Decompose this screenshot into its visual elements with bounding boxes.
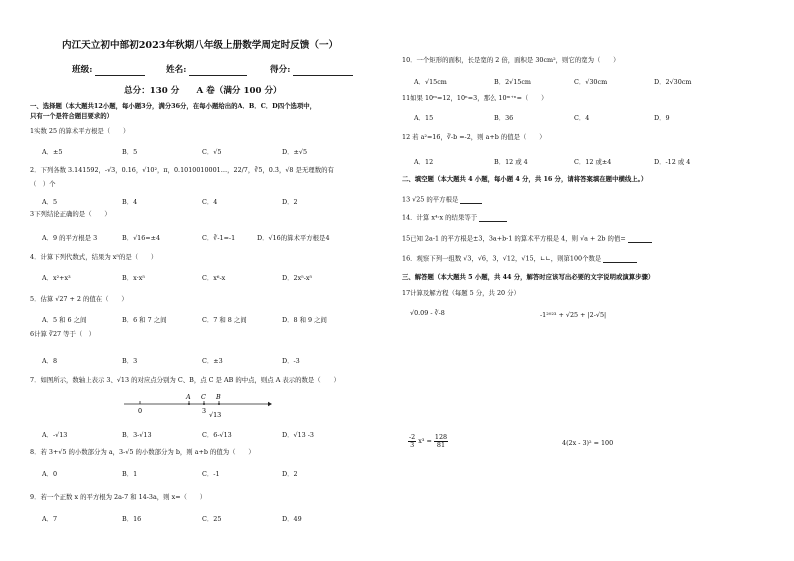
q17-equation-4: 4(2x - 3)² = 100 xyxy=(562,439,614,447)
q11-option-d[interactable]: D．9 xyxy=(654,114,670,122)
q7-option-a[interactable]: A．-√13 xyxy=(42,431,68,439)
section1-heading-line1: 一、选择题（本大题共12小题，每小题3分，满分36分，在每小题给出的A．B．C．D四个选项中， xyxy=(30,102,317,110)
q13-item xyxy=(402,194,482,204)
q12-stem: 12 若 a²=16，∛-b =-2，则 a+b 的值是（ ） xyxy=(402,133,546,141)
q3-option-b[interactable]: B．√16=±4 xyxy=(122,234,161,242)
q12-option-d[interactable]: D．-12 或 4 xyxy=(654,158,691,166)
q15-item xyxy=(402,233,652,243)
q2-stem-line1: 2．下列各数 3.141592，-√3，0.16，√10²，π，0.1010010001…，22/7，∛5，0.3̇，√8 是无理数的有 xyxy=(30,166,334,174)
q14-item xyxy=(402,212,507,222)
q15-stem: 15已知 2a-1 的平方根是±3，3a+b-1 的算术平方根是 4，则 √a + 2b 的值= xyxy=(402,234,626,243)
q16-item xyxy=(402,253,637,263)
q7-option-c[interactable]: C．6-√13 xyxy=(202,431,232,439)
total-score: 总分：130 分 A 卷（满分 100 分） xyxy=(124,86,282,96)
q13-stem: 13 √25 的平方根是 xyxy=(402,195,459,204)
q4-stem: 4．计算下列代数式，结果为 x⁵的是（ ） xyxy=(30,253,158,261)
equation-3-middle: x³ = xyxy=(418,437,432,446)
q10-option-c[interactable]: C．√30cm xyxy=(574,78,608,86)
q5-option-c[interactable]: C．7 和 8 之间 xyxy=(202,316,247,324)
section1-heading-line2: 只有一个是符合题目要求的） xyxy=(30,112,114,120)
q11-option-c[interactable]: C．4 xyxy=(574,114,590,122)
q11-option-b[interactable]: B．36 xyxy=(494,114,514,122)
class-input[interactable] xyxy=(95,66,145,76)
q6-stem: 6计算 ∛27 等于（ ） xyxy=(30,330,96,338)
q8-option-d[interactable]: D．2 xyxy=(282,470,298,478)
q14-answer-blank[interactable] xyxy=(479,212,507,222)
q9-option-d[interactable]: D．49 xyxy=(282,515,302,523)
q4-option-a[interactable]: A．x²+x³ xyxy=(42,274,71,282)
frac-right xyxy=(434,434,448,450)
q8-stem: 8．若 3+√5 的小数部分为 a，3-√5 的小数部分为 b，则 a+b 的值为（ ） xyxy=(30,448,255,456)
q1-option-b[interactable]: B．5 xyxy=(122,148,138,156)
class-label: 班级: xyxy=(72,65,93,76)
q12-option-a[interactable]: A．12 xyxy=(414,158,434,166)
q9-option-c[interactable]: C．25 xyxy=(202,515,222,523)
q17-equation-3 xyxy=(408,434,448,450)
q5-option-b[interactable]: B．6 和 7 之间 xyxy=(122,316,167,324)
name-input[interactable] xyxy=(189,66,247,76)
q13-answer-blank[interactable] xyxy=(460,194,482,204)
q16-answer-blank[interactable] xyxy=(603,253,637,263)
q2-option-c[interactable]: C．4 xyxy=(202,198,218,206)
q6-option-c[interactable]: C．±3 xyxy=(202,357,223,365)
tick-0-label: 0 xyxy=(138,407,143,415)
q5-option-d[interactable]: D．8 和 9 之间 xyxy=(282,316,327,324)
q10-option-d[interactable]: D．2√30cm xyxy=(654,78,692,86)
q9-option-a[interactable]: A．7 xyxy=(42,515,58,523)
q9-stem: 9．若一个正数 x 的平方根为 2a-7 和 14-3a，则 x=（ ） xyxy=(30,493,207,501)
q1-option-c[interactable]: C．√5 xyxy=(202,148,222,156)
q3-option-c[interactable]: C．∛-1=-1 xyxy=(202,234,236,242)
q16-stem: 16．观察下列一组数 √3，√6，3，√12，√15，∟∟，则第100个数是 xyxy=(402,254,602,263)
q17-stem: 17计算及解方程（每题 5 分，共 20 分） xyxy=(402,289,520,297)
q6-option-d[interactable]: D．-3 xyxy=(282,357,300,365)
q8-option-a[interactable]: A．0 xyxy=(42,470,58,478)
q15-answer-blank[interactable] xyxy=(628,233,652,243)
score-field xyxy=(270,66,353,76)
q4-option-b[interactable]: B．x·x⁵ xyxy=(122,274,145,282)
q12-option-b[interactable]: B．12 或 4 xyxy=(494,158,528,166)
q2-option-b[interactable]: B．4 xyxy=(122,198,138,206)
frac-left-den: 3 xyxy=(410,441,415,450)
q5-option-a[interactable]: A．5 和 6 之间 xyxy=(42,316,87,324)
q10-stem: 10．一个矩形的面积，长是宽的 2 倍，面积是 30cm²，则它的宽为（ ） xyxy=(402,56,620,64)
frac-left xyxy=(408,434,416,450)
q11-option-a[interactable]: A．15 xyxy=(414,114,434,122)
q14-stem: 14．计算 x⁴·x 的结果等于 xyxy=(402,213,478,222)
q1-option-d[interactable]: D．±√5 xyxy=(282,148,308,156)
q3-stem: 3下列结论正确的是（ ） xyxy=(30,210,111,218)
q17-expression-1: √0.09 - ∛-8 xyxy=(410,309,445,317)
point-c-label: C xyxy=(201,393,206,401)
frac-left-num: -2 xyxy=(409,433,416,441)
page-title: 内江天立初中部初2023年秋期八年级上册数学周定时反馈（一） xyxy=(62,40,339,51)
q17-expression-2: -1²⁰²³ + √25 + |2-√5| xyxy=(540,311,607,319)
q4-option-d[interactable]: D．2x⁵-x⁵ xyxy=(282,274,313,282)
section2-heading: 二、填空题（本大题共 4 小题，每小题 4 分，共 16 分，请将答案填在题中横线上。） xyxy=(402,175,648,183)
q1-option-a[interactable]: A．±5 xyxy=(42,148,63,156)
q10-option-b[interactable]: B．2√15cm xyxy=(494,78,531,86)
q2-option-d[interactable]: D．2 xyxy=(282,198,298,206)
class-field xyxy=(72,66,145,76)
q12-option-c[interactable]: C．12 或±4 xyxy=(574,158,612,166)
q2-option-a[interactable]: A．5 xyxy=(42,198,58,206)
q7-stem: 7．如图所示，数轴上表示 3、√13 的对应点分别为 C、B，点 C 是 AB 的中点，则点 A 表示的数是（ ） xyxy=(30,376,340,384)
name-label: 姓名: xyxy=(166,65,187,76)
tick-3-label: 3 xyxy=(202,407,207,415)
q5-stem: 5．估算 √27 + 2 的值在（ ） xyxy=(30,295,128,303)
name-field xyxy=(166,66,247,76)
point-b-label: B xyxy=(216,393,221,401)
frac-right-num: 128 xyxy=(434,433,448,441)
q7-option-b[interactable]: B．3-√13 xyxy=(122,431,152,439)
q6-option-a[interactable]: A．8 xyxy=(42,357,58,365)
q8-option-b[interactable]: B．1 xyxy=(122,470,138,478)
q11-stem: 11如果 10ᵐ=12，10ⁿ=3，那么 10ᵐ⁺ⁿ=（ ） xyxy=(402,94,548,102)
q9-option-b[interactable]: B．16 xyxy=(122,515,142,523)
section3-heading: 三、解答题（本大题共 5 小题，共 44 分，解答时应该写出必要的文字说明或演算步骤） xyxy=(402,273,655,281)
q3-option-a[interactable]: A．9 的平方根是 3 xyxy=(42,234,98,242)
score-input[interactable] xyxy=(293,66,353,76)
score-label: 得分: xyxy=(270,65,291,76)
frac-right-den: 81 xyxy=(436,441,446,450)
q1-stem: 1实数 25 的算术平方根是（ ） xyxy=(30,127,130,135)
q4-option-c[interactable]: C．x⁶-x xyxy=(202,274,226,282)
q8-option-c[interactable]: C．-1 xyxy=(202,470,220,478)
q7-option-d[interactable]: D．√13 -3 xyxy=(282,431,314,439)
number-line-figure xyxy=(122,393,272,421)
q3-option-d[interactable]: D．√16的算术平方根是4 xyxy=(257,234,330,242)
tick-sqrt13-label: √13 xyxy=(209,411,222,419)
point-a-label: A xyxy=(186,393,191,401)
q6-option-b[interactable]: B．3 xyxy=(122,357,138,365)
q10-option-a[interactable]: A．√15cm xyxy=(414,78,447,86)
q2-stem-line2: （ ）个 xyxy=(30,180,56,188)
